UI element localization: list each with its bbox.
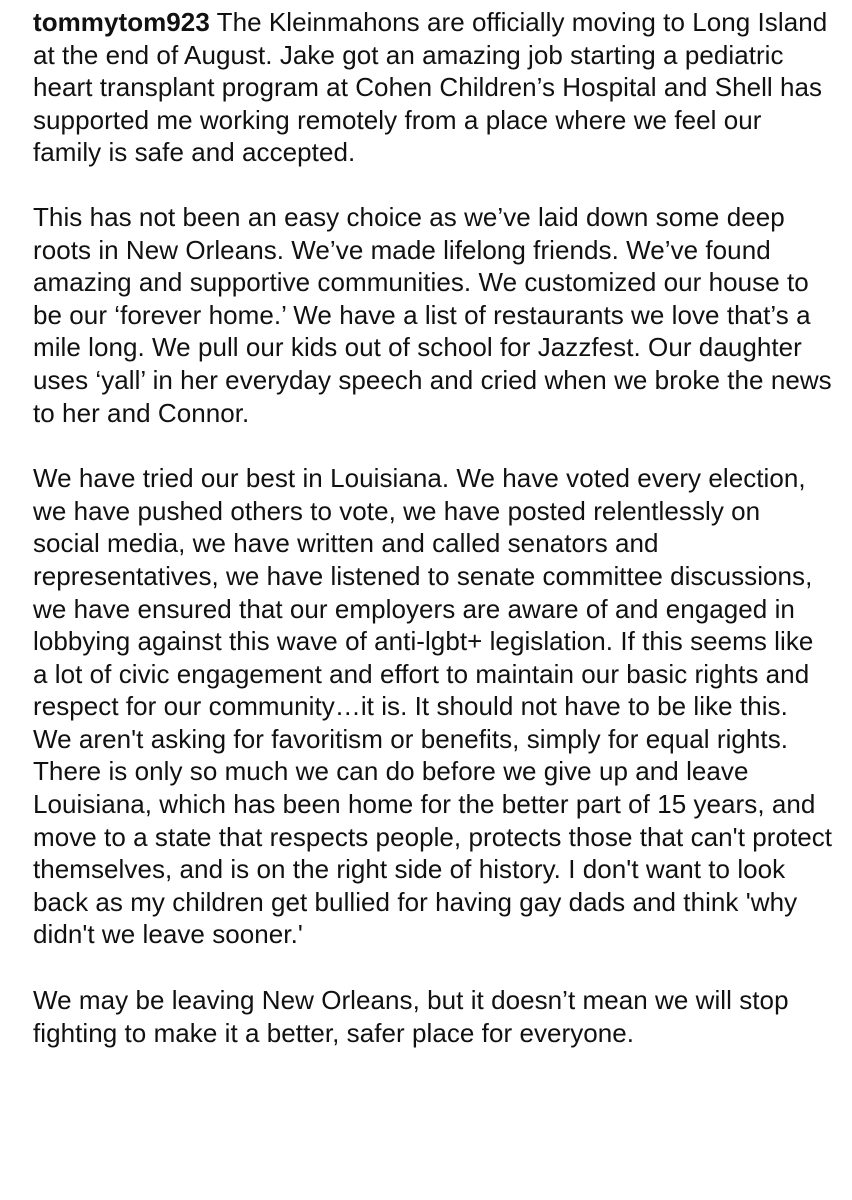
caption-paragraph-1 <box>33 6 833 169</box>
post-caption <box>33 0 833 1049</box>
caption-text-1: The Kleinmahons are officially moving to Long Island at the end of August. Jake got an amazing job starting a pediatric heart transplant program at Cohen Children’s Hospital and Shell has supported me working remotely from a place where we feel our family is safe and accepted. <box>33 7 828 168</box>
caption-paragraph-4: We may be leaving New Orleans, but it doesn’t mean we will stop fighting to make it a better, safer place for everyone. <box>33 985 789 1048</box>
caption-paragraph-2: This has not been an easy choice as we’ve laid down some deep roots in New Orleans. We’ve made lifelong friends. We’ve found amazing and supportive communities. We customized our house to be our ‘forever home.’ We have a list of restaurants we love that’s a mile long. We pull our kids out of school for Jazzfest. Our daughter uses ‘yall’ in her everyday speech and cried when we broke the news to her and Connor. <box>33 201 832 428</box>
username-link[interactable]: tommytom923 <box>33 7 210 37</box>
caption-paragraph-3: We have tried our best in Louisiana. We have voted every election, we have pushed others to vote, we have posted relentlessly on social media, we have written and called senators and representatives, we have listened to senate committee discussions, we have ensured that our employers are aware of and engaged in lobbying against this wave of anti-lgbt+ legislation. If this seems like a lot of civic engagement and effort to maintain our basic rights and respect for our community…it is. It should not have to be like this. We aren't asking for favoritism or benefits, simply for equal rights. There is only so much we can do before we give up and leave Louisiana, which has been home for the better part of 15 years, and move to a state that respects people, protects those that can't protect themselves, and is on the right side of history. I don't want to look back as my children get bullied for having gay dads and think 'why didn't we leave sooner.' <box>33 463 833 950</box>
